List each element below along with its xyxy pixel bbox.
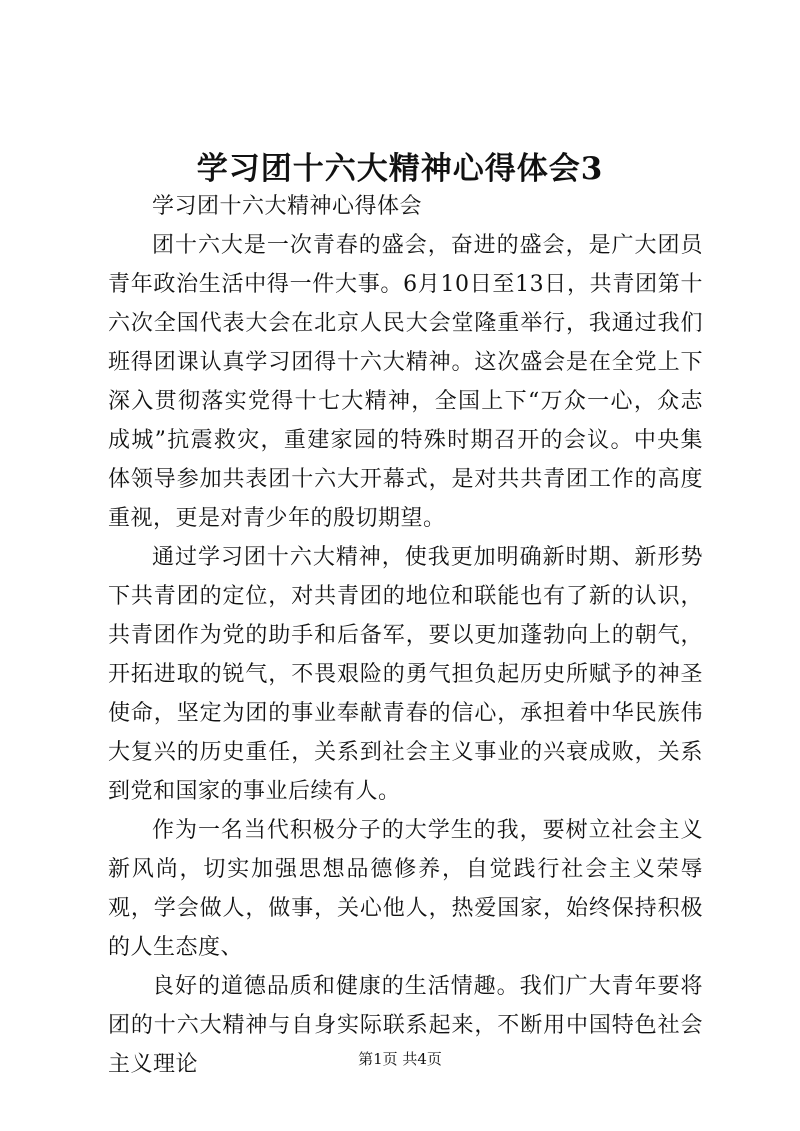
paragraph: 团十六大是一次青春的盛会，奋进的盛会，是广大团员青年政治生活中得一件大事。6月10日至13日，共青团第十六次全国代表大会在北京人民大会堂隆重举行，我通过我们班得团课认真学习团得十六大精神。这次盛会是在全党上下深入贯彻落实党得十七大精神，全国上下“万众一心，众志成城”抗震救灾，重建家园的特殊时期召开的会议。中央集体领导参加共表团十六大开幕式，是对共共青团工作的高度重视，更是对青少年的殷切期望。 bbox=[108, 233, 703, 531]
document-body bbox=[108, 187, 703, 1084]
document-title: 学习团十六大精神心得体会3 bbox=[196, 151, 604, 187]
paragraph: 良好的道德品质和健康的生活情趣。我们广大青年要将团的十六大精神与自身实际联系起来，不断用中国特色社会主义理论 bbox=[108, 974, 703, 1077]
paragraph: 通过学习团十六大精神，使我更加明确新时期、新形势下共青团的定位，对共青团的地位和联能也有了新的认识，共青团作为党的助手和后备军，要以更加蓬勃向上的朝气，开拓进取的锐气，不畏艰险的勇气担负起历史所赋予的神圣使命，坚定为团的事业奉献青春的信心，承担着中华民族伟大复兴的历史重任，关系到社会主义事业的兴衰成败，关系到党和国家的事业后续有人。 bbox=[108, 545, 703, 804]
page-number-footer: 第1页 共4页 bbox=[358, 1050, 442, 1068]
paragraph: 作为一名当代积极分子的大学生的我，要树立社会主义新风尚，切实加强思想品德修养，自觉践行社会主义荣辱观，学会做人，做事，关心他人，热爱国家，始终保持积极的人生态度、 bbox=[108, 818, 703, 960]
paragraph-subtitle: 学习团十六大精神心得体会 bbox=[152, 194, 423, 219]
